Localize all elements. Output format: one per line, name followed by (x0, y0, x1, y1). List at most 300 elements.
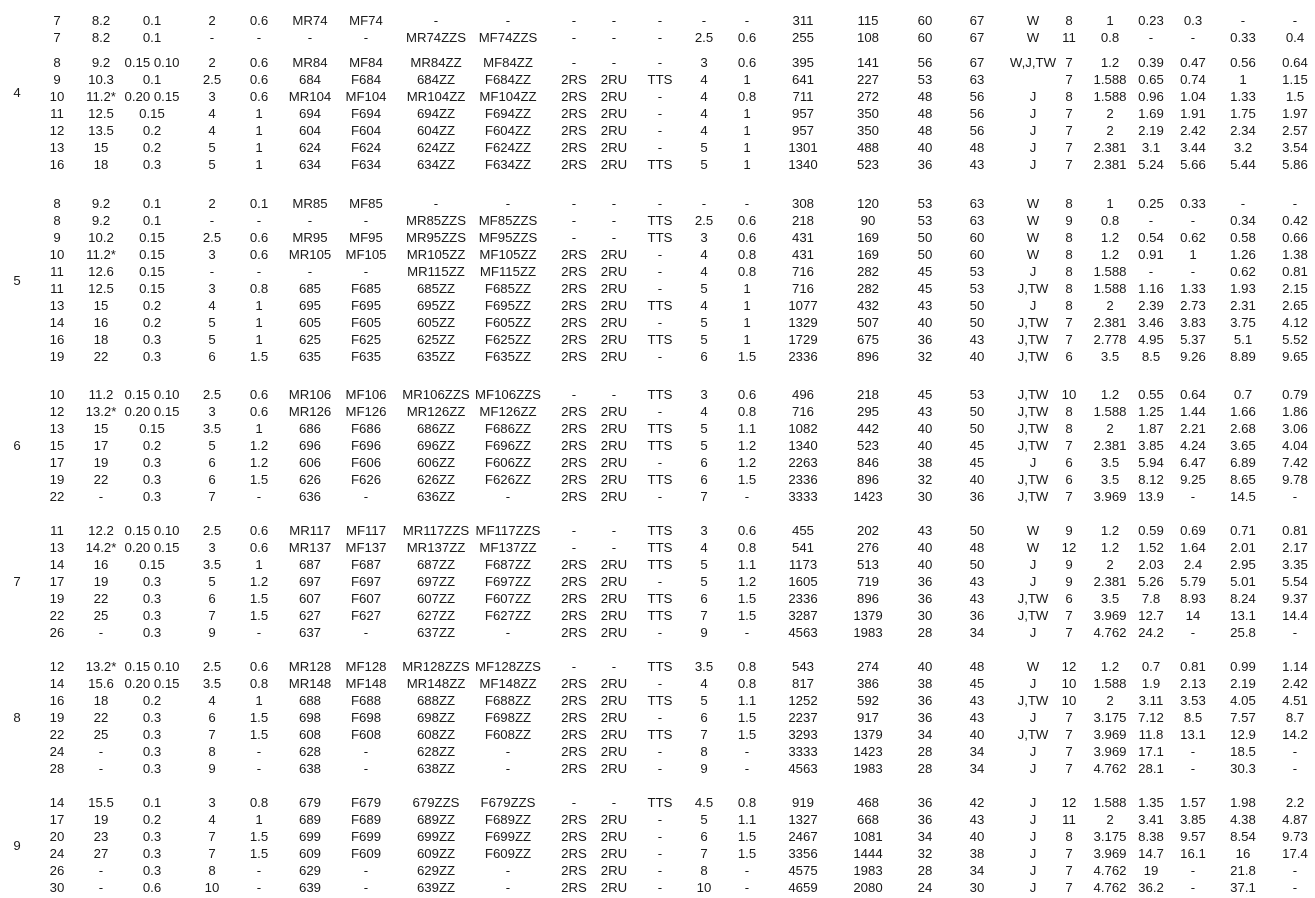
table-cell: MR84 (292, 55, 328, 70)
table-cell: MF137ZZ (479, 540, 537, 555)
table-cell: 9.2 (91, 55, 111, 70)
table-cell: 607ZZ (416, 591, 456, 606)
table-cell: 1.2 (249, 438, 269, 453)
table-cell: 14 (49, 795, 65, 810)
table-cell: 1 (1189, 247, 1197, 262)
table-cell: - (209, 30, 215, 45)
table-cell: 0.79 (1282, 387, 1308, 402)
table-cell: - (744, 196, 750, 211)
table-cell: 5.79 (1180, 574, 1206, 589)
table-cell: 0.81 (1282, 264, 1308, 279)
table-row (0, 71, 1315, 88)
table-cell: 608 (298, 727, 322, 742)
table-cell: 1.5 (737, 591, 757, 606)
table-cell: 14.2* (85, 540, 117, 555)
table-cell: J (1029, 846, 1037, 861)
table-cell: TTS (647, 557, 673, 572)
table-cell: J,TW (1017, 387, 1049, 402)
table-cell: 699ZZ (416, 829, 456, 844)
table-cell: 8.7 (1285, 710, 1305, 725)
table-cell: J (1029, 863, 1037, 878)
table-row (0, 263, 1315, 280)
table-cell: - (571, 387, 577, 402)
table-cell: - (1148, 264, 1154, 279)
table-cell: 5 (700, 281, 708, 296)
table-cell: 1.2 (1100, 230, 1120, 245)
table-cell: 6 (1065, 455, 1073, 470)
table-cell: 0.3 (142, 574, 162, 589)
table-cell: 2.5 (202, 387, 222, 402)
table-cell: TTS (647, 659, 673, 674)
table-cell: 5 (208, 157, 216, 172)
table-cell: 2.2 (1285, 795, 1305, 810)
table-cell: 2.39 (1138, 298, 1164, 313)
table-cell: 19 (93, 812, 109, 827)
table-cell: 2RU (600, 744, 628, 759)
table-cell: 255 (791, 30, 815, 45)
table-cell: 11.8 (1138, 727, 1164, 742)
table-cell: MF148ZZ (479, 676, 537, 691)
table-cell: 26 (49, 625, 65, 640)
table-cell: 3.969 (1093, 489, 1127, 504)
table-cell: 627 (298, 608, 322, 623)
table-cell: 2.381 (1093, 140, 1127, 155)
table-row (0, 726, 1315, 743)
table-cell: 1.15 (1282, 72, 1308, 87)
table-cell: 395 (791, 55, 815, 70)
table-cell: - (1292, 880, 1298, 895)
table-cell: 10.2 (88, 230, 114, 245)
table-cell: 1423 (853, 744, 883, 759)
table-cell: 43 (969, 574, 985, 589)
table-cell: 27 (93, 846, 109, 861)
table-cell: - (505, 880, 511, 895)
table-cell: 3293 (788, 727, 818, 742)
table-cell: - (98, 880, 104, 895)
table-cell: 36 (969, 608, 985, 623)
table-cell: 2.42 (1282, 676, 1308, 691)
table-cell: 9.57 (1180, 829, 1206, 844)
table-cell: 56 (969, 123, 985, 138)
table-row (0, 229, 1315, 246)
table-cell: 10 (49, 247, 65, 262)
table-cell: 2.73 (1180, 298, 1206, 313)
table-cell: 9 (1065, 213, 1073, 228)
table-cell: 2RS (561, 281, 587, 296)
table-cell: 1 (255, 106, 263, 121)
table-cell: 2RS (561, 438, 587, 453)
table-cell: 2.21 (1180, 421, 1206, 436)
table-cell: 1 (743, 332, 751, 347)
table-cell: 5.66 (1180, 157, 1206, 172)
table-cell: MR84ZZ (410, 55, 462, 70)
table-cell: 45 (969, 676, 985, 691)
table-cell: - (611, 387, 617, 402)
table-cell: 36 (917, 332, 933, 347)
table-cell: 14 (1185, 608, 1201, 623)
table-cell: 5 (208, 574, 216, 589)
table-cell: 1301 (788, 140, 818, 155)
table-cell: 0.74 (1180, 72, 1206, 87)
table-cell: 1 (255, 140, 263, 155)
table-cell: 0.8 (1100, 30, 1120, 45)
table-cell: - (1148, 30, 1154, 45)
table-cell: 1.588 (1093, 676, 1127, 691)
table-cell: 2080 (853, 880, 883, 895)
table-cell: 523 (856, 157, 880, 172)
table-cell: 8.5 (1183, 710, 1203, 725)
table-cell: 3.35 (1282, 557, 1308, 572)
table-cell: 0.33 (1180, 196, 1206, 211)
table-cell: 0.8 (737, 404, 757, 419)
table-cell: 43 (969, 710, 985, 725)
table-row (0, 420, 1315, 437)
table-cell: 2RU (600, 829, 628, 844)
table-cell: 53 (917, 72, 933, 87)
table-cell: 2 (208, 196, 216, 211)
table-cell: 6.89 (1230, 455, 1256, 470)
table-cell: 636 (298, 489, 322, 504)
table-cell: 1.16 (1138, 281, 1164, 296)
table-cell: J,TW (1017, 281, 1049, 296)
table-cell: 2RS (561, 727, 587, 742)
table-cell: 637ZZ (416, 625, 456, 640)
table-cell: 1.64 (1180, 540, 1206, 555)
table-cell: 2RS (561, 472, 587, 487)
table-cell: - (433, 196, 439, 211)
table-cell: 53 (917, 213, 933, 228)
table-cell: 627ZZ (416, 608, 456, 623)
table-cell: 2RU (600, 315, 628, 330)
table-cell: 4 (208, 693, 216, 708)
table-cell: 3 (208, 89, 216, 104)
table-cell: 40 (917, 140, 933, 155)
table-cell: 2336 (788, 591, 818, 606)
table-cell: F625 (350, 332, 382, 347)
table-cell: 1605 (788, 574, 818, 589)
table-cell: 0.3 (1183, 13, 1203, 28)
table-cell: 694ZZ (416, 106, 456, 121)
table-cell: 1 (743, 298, 751, 313)
table-cell: 3.5 (202, 421, 222, 436)
table-cell: 2RS (561, 404, 587, 419)
table-cell: 48 (917, 106, 933, 121)
table-cell: - (1190, 880, 1196, 895)
table-cell: 0.66 (1282, 230, 1308, 245)
table-cell: 12 (1061, 795, 1077, 810)
table-cell: 0.8 (737, 795, 757, 810)
table-cell: - (611, 659, 617, 674)
table-cell: - (1292, 196, 1298, 211)
table-cell: - (505, 625, 511, 640)
table-cell: 8 (1065, 264, 1073, 279)
table-cell: 0.20 0.15 (124, 676, 180, 691)
table-cell: 5.86 (1282, 157, 1308, 172)
table-cell: J,TW (1017, 349, 1049, 364)
table-cell: 45 (917, 264, 933, 279)
table-cell: 2.19 (1138, 123, 1164, 138)
table-cell: 442 (856, 421, 880, 436)
table-cell: 2RS (561, 455, 587, 470)
table-cell: 67 (969, 13, 985, 28)
table-cell: 605 (298, 315, 322, 330)
table-cell: 2RS (561, 247, 587, 262)
table-cell: - (657, 761, 663, 776)
table-cell: 19 (93, 574, 109, 589)
table-cell: 0.15 (139, 281, 165, 296)
table-cell: 43 (969, 332, 985, 347)
table-cell: 0.59 (1138, 523, 1164, 538)
table-cell: MF85ZZS (478, 213, 538, 228)
table-cell: 7 (208, 727, 216, 742)
table-cell: 0.2 (142, 812, 162, 827)
table-cell: 3.65 (1230, 438, 1256, 453)
table-cell: 5 (208, 315, 216, 330)
table-cell: 6 (700, 472, 708, 487)
table-cell: 0.15 (139, 557, 165, 572)
table-cell: F607ZZ (484, 591, 532, 606)
table-cell: 7.12 (1138, 710, 1164, 725)
table-cell: 4.51 (1282, 693, 1308, 708)
table-cell: 60 (917, 30, 933, 45)
table-cell: F698ZZ (484, 710, 532, 725)
table-cell: 2RU (600, 421, 628, 436)
table-cell: 606 (298, 455, 322, 470)
table-cell: 687 (298, 557, 322, 572)
table-cell: 628 (298, 744, 322, 759)
table-cell: 2RU (600, 863, 628, 878)
table-cell: - (657, 13, 663, 28)
table-cell: J (1029, 123, 1037, 138)
table-cell: 53 (969, 264, 985, 279)
table-cell: - (611, 540, 617, 555)
table-cell: 3 (700, 387, 708, 402)
table-cell: 30 (917, 608, 933, 623)
table-cell: 0.1 (142, 795, 162, 810)
table-cell: 48 (969, 140, 985, 155)
table-cell: 1.588 (1093, 795, 1127, 810)
table-cell: J,TW (1017, 608, 1049, 623)
table-cell: 36 (917, 710, 933, 725)
table-cell: 7 (700, 608, 708, 623)
table-cell: 45 (917, 281, 933, 296)
table-cell: TTS (647, 795, 673, 810)
table-cell: 1.33 (1230, 89, 1256, 104)
table-cell: 36 (917, 693, 933, 708)
table-cell: - (657, 880, 663, 895)
table-cell: 25 (93, 608, 109, 623)
table-cell: F695 (350, 298, 382, 313)
table-row (0, 743, 1315, 760)
table-cell: 3 (700, 230, 708, 245)
table-cell: 2.13 (1180, 676, 1206, 691)
table-cell: 1252 (788, 693, 818, 708)
table-cell: 21.8 (1230, 863, 1256, 878)
table-cell: 4.38 (1230, 812, 1256, 827)
table-cell: 695ZZ (416, 298, 456, 313)
table-row (0, 246, 1315, 263)
table-cell: 7.42 (1282, 455, 1308, 470)
table-cell: 386 (856, 676, 880, 691)
table-cell: 2.01 (1230, 540, 1256, 555)
table-cell: 0.1 (142, 196, 162, 211)
table-cell: 1.588 (1093, 264, 1127, 279)
table-cell: 3333 (788, 489, 818, 504)
table-cell: 1.2 (1100, 55, 1120, 70)
table-cell: 2.03 (1138, 557, 1164, 572)
table-cell: 5 (700, 332, 708, 347)
table-cell: 0.81 (1282, 523, 1308, 538)
table-cell: W,J,TW (1009, 55, 1057, 70)
table-cell: 2RS (561, 710, 587, 725)
table-cell: 2336 (788, 349, 818, 364)
table-cell: 686ZZ (416, 421, 456, 436)
table-cell: W (1026, 196, 1040, 211)
table-cell: 1.1 (737, 693, 757, 708)
table-cell: MF105 (345, 247, 387, 262)
table-cell: 0.6 (249, 387, 269, 402)
table-cell: 1.588 (1093, 404, 1127, 419)
table-cell: - (1240, 196, 1246, 211)
table-cell: 7.57 (1230, 710, 1256, 725)
bore-group-label: 4 (13, 85, 21, 100)
table-cell: - (657, 455, 663, 470)
table-cell: 2.5 (202, 523, 222, 538)
table-cell: 0.2 (142, 438, 162, 453)
table-row (0, 675, 1315, 692)
table-cell: 22 (49, 727, 65, 742)
table-cell: - (363, 489, 369, 504)
table-cell: 0.99 (1230, 659, 1256, 674)
table-cell: MR126ZZ (406, 404, 466, 419)
table-cell: 7 (700, 727, 708, 742)
table-cell: 30.3 (1230, 761, 1256, 776)
table-cell: 699 (298, 829, 322, 844)
table-cell: 0.15 (139, 247, 165, 262)
table-cell: 5.1 (1233, 332, 1253, 347)
table-cell: - (98, 863, 104, 878)
table-cell: TTS (647, 438, 673, 453)
table-cell: 1.38 (1282, 247, 1308, 262)
table-cell: 2RS (561, 608, 587, 623)
table-cell: 0.15 0.10 (124, 55, 180, 70)
table-cell: 1.2 (1100, 540, 1120, 555)
table-cell: - (98, 744, 104, 759)
table-cell: 1.69 (1138, 106, 1164, 121)
table-cell: 1329 (788, 315, 818, 330)
table-cell: 2 (208, 55, 216, 70)
table-cell: 0.3 (142, 761, 162, 776)
table-cell: F604 (350, 123, 382, 138)
table-cell: 592 (856, 693, 880, 708)
table-cell: 711 (792, 89, 814, 104)
table-cell: 5 (208, 140, 216, 155)
table-cell: 2RU (600, 761, 628, 776)
table-cell: 36 (917, 795, 933, 810)
table-cell: 19 (49, 591, 65, 606)
table-cell: 0.2 (142, 315, 162, 330)
table-cell: 0.6 (249, 13, 269, 28)
table-cell: 50 (969, 315, 985, 330)
table-cell: 9.37 (1282, 591, 1308, 606)
table-cell: 11 (50, 523, 64, 538)
table-row (0, 156, 1315, 173)
table-cell: 668 (856, 812, 880, 827)
table-cell: MR148 (288, 676, 332, 691)
table-cell: 36 (969, 489, 985, 504)
table-row (0, 105, 1315, 122)
table-cell: 1173 (788, 557, 818, 572)
table-cell: 4659 (788, 880, 818, 895)
table-cell: 2RS (561, 744, 587, 759)
table-cell: 1.35 (1138, 795, 1164, 810)
table-cell: 2RS (561, 880, 587, 895)
table-row (0, 386, 1315, 403)
table-cell: 0.15 (139, 264, 165, 279)
table-cell: W (1026, 230, 1040, 245)
table-cell: 1 (255, 693, 263, 708)
table-cell: 34 (917, 829, 933, 844)
table-cell: - (256, 880, 262, 895)
table-cell: - (657, 846, 663, 861)
table-cell: 4.05 (1230, 693, 1256, 708)
table-cell: 2.4 (1183, 557, 1203, 572)
table-cell: F688ZZ (484, 693, 532, 708)
table-cell: 25 (93, 727, 109, 742)
table-cell: 0.7 (1141, 659, 1161, 674)
table-cell: - (505, 489, 511, 504)
table-cell: F607 (350, 591, 382, 606)
table-cell: 50 (969, 523, 985, 538)
table-row (0, 54, 1315, 71)
table-cell: 11 (1062, 812, 1076, 827)
table-cell: 16 (49, 157, 65, 172)
table-cell: 1 (1106, 196, 1114, 211)
table-cell: 2.778 (1093, 332, 1127, 347)
table-cell: - (611, 13, 617, 28)
table-cell: 48 (969, 540, 985, 555)
table-cell: 3333 (788, 744, 818, 759)
table-cell: 40 (917, 557, 933, 572)
table-cell: 0.47 (1180, 55, 1206, 70)
table-row (0, 539, 1315, 556)
table-cell: 7 (1065, 761, 1073, 776)
table-cell: W (1026, 30, 1040, 45)
table-cell: 11 (50, 281, 64, 296)
table-cell: 634ZZ (416, 157, 456, 172)
table-cell: 13 (49, 298, 65, 313)
table-cell: 496 (791, 387, 815, 402)
table-cell: MF95ZZS (478, 230, 538, 245)
table-cell: 1340 (788, 438, 818, 453)
table-cell: 19 (49, 472, 65, 487)
table-cell: 1.9 (1141, 676, 1161, 691)
table-cell: - (505, 196, 511, 211)
table-cell: 0.3 (142, 625, 162, 640)
table-cell: 4.762 (1093, 880, 1127, 895)
table-cell: 1.5 (249, 591, 269, 606)
table-cell: 679ZZS (412, 795, 460, 810)
table-cell: 1.44 (1180, 404, 1206, 419)
table-cell: - (98, 625, 104, 640)
table-cell: - (256, 761, 262, 776)
table-cell: - (571, 523, 577, 538)
table-cell: 3.5 (694, 659, 714, 674)
table-cell: 2RS (561, 863, 587, 878)
table-cell: - (571, 213, 577, 228)
table-cell: - (744, 13, 750, 28)
table-cell: 4.762 (1093, 863, 1127, 878)
